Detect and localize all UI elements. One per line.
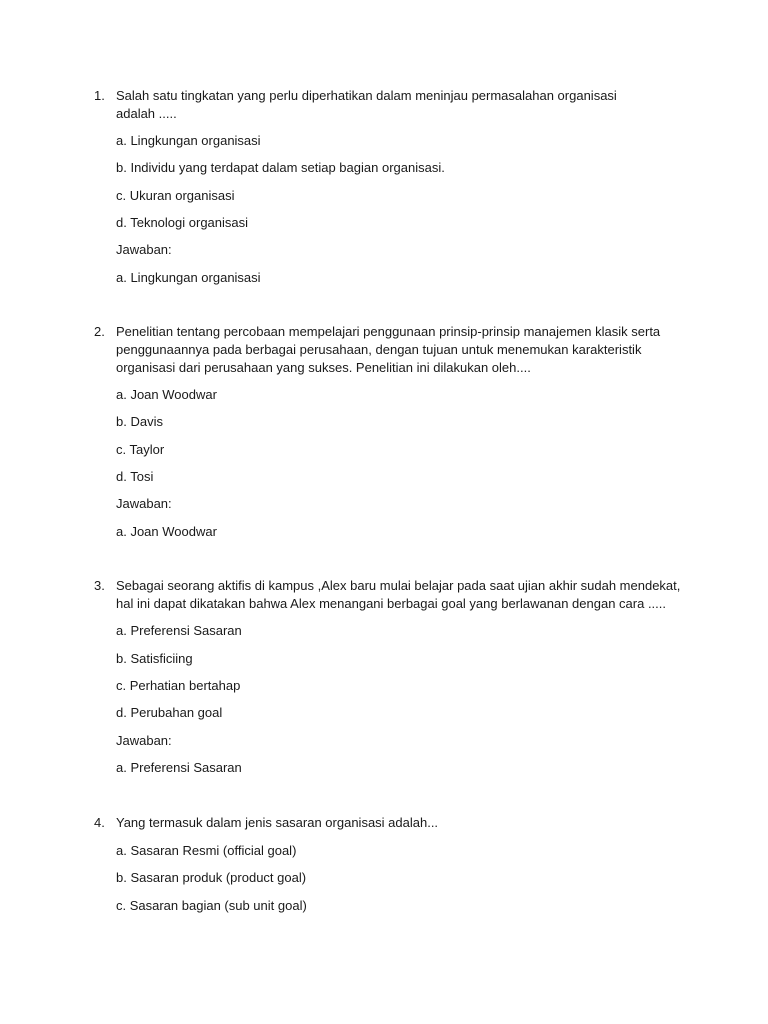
question-text-line: hal ini dapat dikatakan bahwa Alex menangani berbagai goal yang berlawanan dengan cara ..... — [116, 596, 667, 611]
question-text-line: penggunaannya pada berbagai perusahaan, dengan tujuan untuk menemukan karakteristik — [116, 342, 642, 357]
question-text-line: Yang termasuk dalam jenis sasaran organisasi adalah... — [116, 815, 439, 830]
question-number: 4. — [94, 815, 105, 830]
answer-text: a. Joan Woodwar — [116, 524, 217, 539]
question-text-line: Penelitian tentang percobaan mempelajari penggunaan prinsip-prinsip manajemen klasik serta — [116, 324, 661, 339]
question-text — [116, 323, 706, 377]
option-c: c. Ukuran organisasi — [116, 188, 235, 203]
option-a: a. Joan Woodwar — [116, 387, 217, 402]
answer-text: a. Lingkungan organisasi — [116, 270, 261, 285]
option-d: d. Teknologi organisasi — [116, 215, 249, 230]
question-number: 1. — [94, 88, 105, 103]
answer-label: Jawaban: — [116, 496, 172, 511]
option-c: c. Perhatian bertahap — [116, 678, 241, 693]
question-3 — [0, 577, 768, 787]
question-4 — [0, 814, 768, 924]
option-b: b. Individu yang terdapat dalam setiap bagian organisasi. — [116, 160, 445, 175]
question-2 — [0, 323, 768, 553]
option-b: b. Davis — [116, 414, 163, 429]
question-text-line: adalah ..... — [116, 106, 177, 121]
option-b: b. Sasaran produk (product goal) — [116, 870, 307, 885]
option-d: d. Tosi — [116, 469, 154, 484]
option-a: a. Preferensi Sasaran — [116, 623, 242, 638]
question-text — [116, 814, 706, 832]
question-text — [116, 87, 706, 123]
answer-label: Jawaban: — [116, 733, 172, 748]
option-c: c. Taylor — [116, 442, 165, 457]
question-1 — [0, 87, 768, 297]
answer-text: a. Preferensi Sasaran — [116, 760, 242, 775]
option-a: a. Lingkungan organisasi — [116, 133, 261, 148]
question-text-line: organisasi dari perusahaan yang sukses. Penelitian ini dilakukan oleh.... — [116, 360, 531, 375]
answer-label: Jawaban: — [116, 242, 172, 257]
option-d: d. Perubahan goal — [116, 705, 223, 720]
option-a: a. Sasaran Resmi (official goal) — [116, 843, 297, 858]
question-number: 3. — [94, 578, 105, 593]
option-c: c. Sasaran bagian (sub unit goal) — [116, 898, 307, 913]
question-text — [116, 577, 706, 613]
option-b: b. Satisficiing — [116, 651, 193, 666]
question-text-line: Sebagai seorang aktifis di kampus ,Alex baru mulai belajar pada saat ujian akhir sudah mendekat, — [116, 578, 681, 593]
question-number: 2. — [94, 324, 105, 339]
question-text-line: Salah satu tingkatan yang perlu diperhatikan dalam meninjau permasalahan organisasi — [116, 88, 617, 103]
